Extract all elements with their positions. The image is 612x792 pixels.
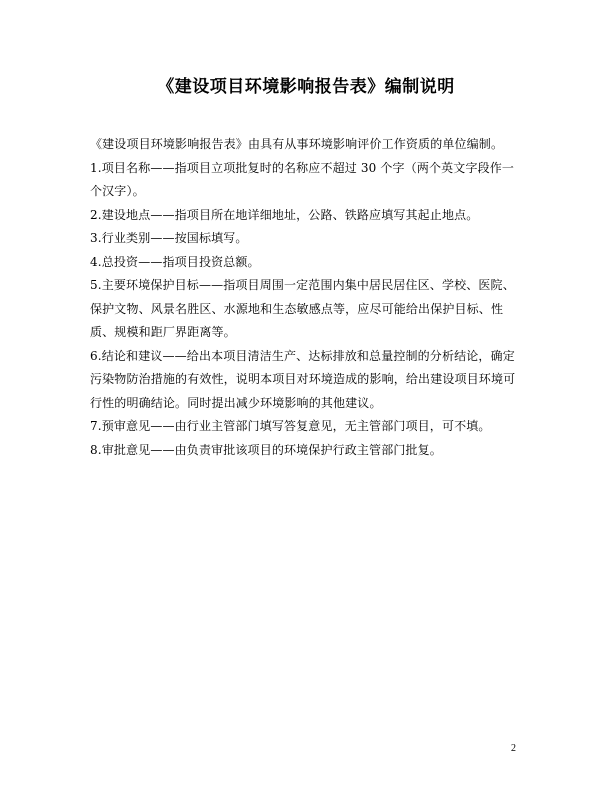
item-project-name: 1.项目名称——指项目立项批复时的名称应不超过 30 个字（两个英文字段作一个汉字）。 (90, 160, 515, 198)
item-approval-opinion: 8.审批意见——由负责审批该项目的环境保护行政主管部门批复。 (90, 442, 442, 457)
item-conclusions: 6.结论和建议——给出本项目清洁生产、达标排放和总量控制的分析结论，确定污染物防治措施的有效性，说明本项目对环境造成的影响，给出建设项目环境可行性的明确结论。同时提出减少环境影响的其他建议。 (90, 348, 516, 410)
item-protection-targets: 5.主要环境保护目标——指项目周围一定范围内集中居民居住区、学校、医院、保护文物、风景名胜区、水源地和生态敏感点等，应尽可能给出保护目标、性质、规模和距厂界距离等。 (90, 278, 515, 339)
page-number: 2 (511, 743, 516, 754)
document-body (90, 133, 522, 462)
intro-paragraph: 《建设项目环境影响报告表》由具有从事环境影响评价工作资质的单位编制。 (90, 137, 504, 151)
item-preliminary-review: 7.预审意见——由行业主管部门填写答复意见，无主管部门项目，可不填。 (90, 419, 491, 433)
item-total-investment: 4.总投资——指项目投资总额。 (90, 254, 260, 269)
page-title: 《建设项目环境影响报告表》编制说明 (157, 77, 455, 97)
item-construction-location: 2.建设地点——指项目所在地详细地址，公路、铁路应填写其起止地点。 (90, 207, 479, 222)
item-industry-category: 3.行业类别——按国标填写。 (90, 231, 248, 245)
